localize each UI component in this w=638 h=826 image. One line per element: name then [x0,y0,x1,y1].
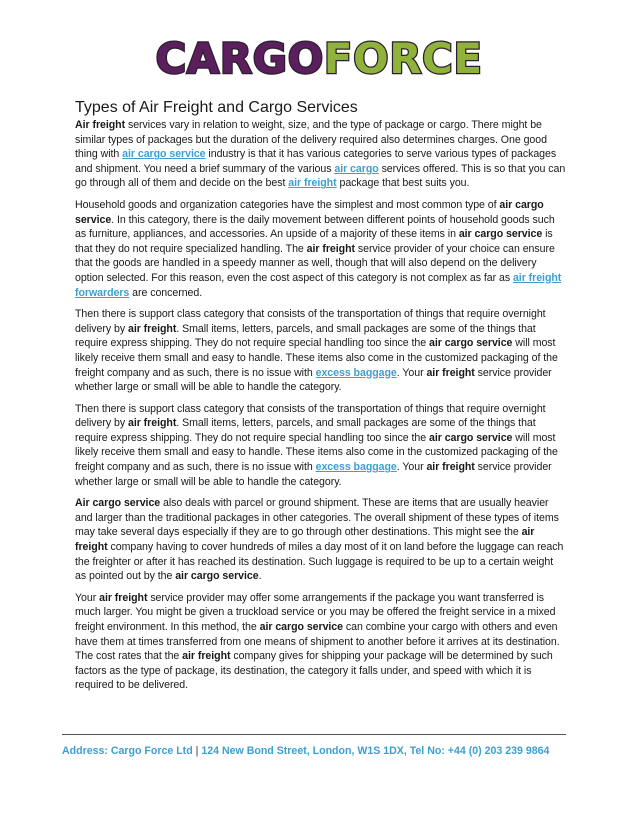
logo-cargo: CARGO [155,34,324,83]
text: Then there is support class category that consists of the transportation of things that require overnight delivery by [75,308,546,335]
text: service provider of your choice can ensure that the goods are handled in a speedy manner as well, though that will also depend on the delivery option selected. For this reason, even the cost aspect of this category is not complex as far as [75,242,555,284]
paragraph-support-class-2 [75,402,567,490]
link-air-freight-forwarders[interactable]: air freight forwarders [75,271,562,299]
logo-force: FORCE [323,34,483,83]
footer-street: 124 New Bond Street, London, W1S 1DX, Tel No: +44 (0) 203 239 9864 [201,745,550,757]
cargoforce-logo [0,34,638,84]
bold-term: air cargo service [75,198,544,226]
footer-address [62,744,566,758]
bold-term: air cargo service [175,570,259,583]
text: is that they do not require specialized handling. The [75,228,553,255]
footer-separator: | [195,745,199,757]
text: . Your [396,461,427,474]
footer-company: Address: Cargo Force Ltd [62,745,193,757]
text: will most likely receive them small and easy to handle. These items also come in the customized packaging of the freight company and as such, there is no issue with [75,337,558,379]
text: will most likely receive them small and easy to handle. These items also come in the customized packaging of the freight company and as such, there is no issue with [75,431,558,474]
text: service provider whether large or small will be able to handle the category. [75,461,552,488]
bold-term: air cargo service [429,337,513,350]
bold-term: air cargo service [259,621,343,633]
text: industry is that it has various categories to serve various types of packages and shipment. You need a brief summary of the various [75,148,557,175]
text: service provider whether large or small will be able to handle the category. [75,366,552,394]
article-title: Types of Air Freight and Cargo Services [75,99,358,116]
text: service provider may offer some arrangements if the package you want transferred is much larger. You might be given a truckload service or you may be offered the freight service in a mixed freight environment. In this method, the [75,591,556,633]
bold-term: Air freight [75,119,126,131]
text: . Small items, letters, parcels, and small packages are some of the things that require express shipping. They do not require special handling too since the [75,417,536,444]
link-excess-baggage[interactable]: excess baggage [315,366,397,379]
text: can combine your cargo with others and even have them at times transferred from one means of shipment to another before it arrives at its destination. The cost rates that the [75,621,560,663]
text: services offered. This is so that you can go through all of them and decide on the best [75,162,566,190]
bold-term: air freight [99,591,148,604]
paragraph-household [75,198,567,300]
link-air-cargo[interactable]: air cargo [334,162,379,175]
bold-term: air freight [75,526,535,554]
link-excess-baggage[interactable]: excess baggage [315,461,397,474]
text: company having to cover hundreds of miles a day most of it on land before the luggage can reach the freighter or after it has reached its destination. Such luggage is required to be up to a certain weight as pointed out by the [75,541,564,583]
text: . Small items, letters, parcels, and small packages are some of the things that require express shipping. They do not require special handling too since the [75,322,536,350]
paragraph-parcel-shipment [75,496,567,584]
paragraph-intro [75,118,567,191]
text: Household goods and organization categories have the simplest and most common type of [75,198,500,211]
link-air-freight[interactable]: air freight [288,177,337,190]
text: also deals with parcel or ground shipment. These are items that are usually heavier and larger than the traditional packages in other categories. The overall shipment of these types of items may take several days especially if they are to go through other destinations. This might see the [75,497,559,539]
bold-term: air freight [426,366,475,379]
bold-term: air freight [182,650,231,663]
text: services vary in relation to weight, size, and the type of package or cargo. There might be similar types of packages but the duration of the delivery required also determines charges. One good thing with [75,119,547,161]
text: are concerned. [129,286,203,299]
text: Your [75,591,100,604]
bold-term: Air cargo service [75,497,161,510]
paragraph-arrangements [75,591,567,693]
footer-divider [62,734,566,735]
bold-term: air freight [426,461,475,474]
text: . Your [396,366,427,379]
bold-term: air freight [306,242,355,255]
paragraph-support-class-1 [75,307,567,395]
bold-term: air freight [127,322,177,335]
bold-term: air cargo service [458,228,543,241]
text: company gives for shipping your package will be determined by such factors as the type of package, its destination, the category it falls under, and speed with which it is required to be delivered. [75,650,553,692]
article [75,98,567,700]
text: . In this category, there is the daily movement between different points of household goods such as furniture, appliances, and accessories. An upside of a majority of these items in [75,213,555,241]
text: package that best suits you. [336,177,470,190]
text: . [258,570,262,583]
link-air-cargo-service[interactable]: air cargo service [122,148,206,161]
bold-term: air cargo service [429,431,513,444]
bold-term: air freight [127,417,177,430]
text: Then there is support class category that consists of the transportation of things that require overnight delivery by [75,402,546,430]
